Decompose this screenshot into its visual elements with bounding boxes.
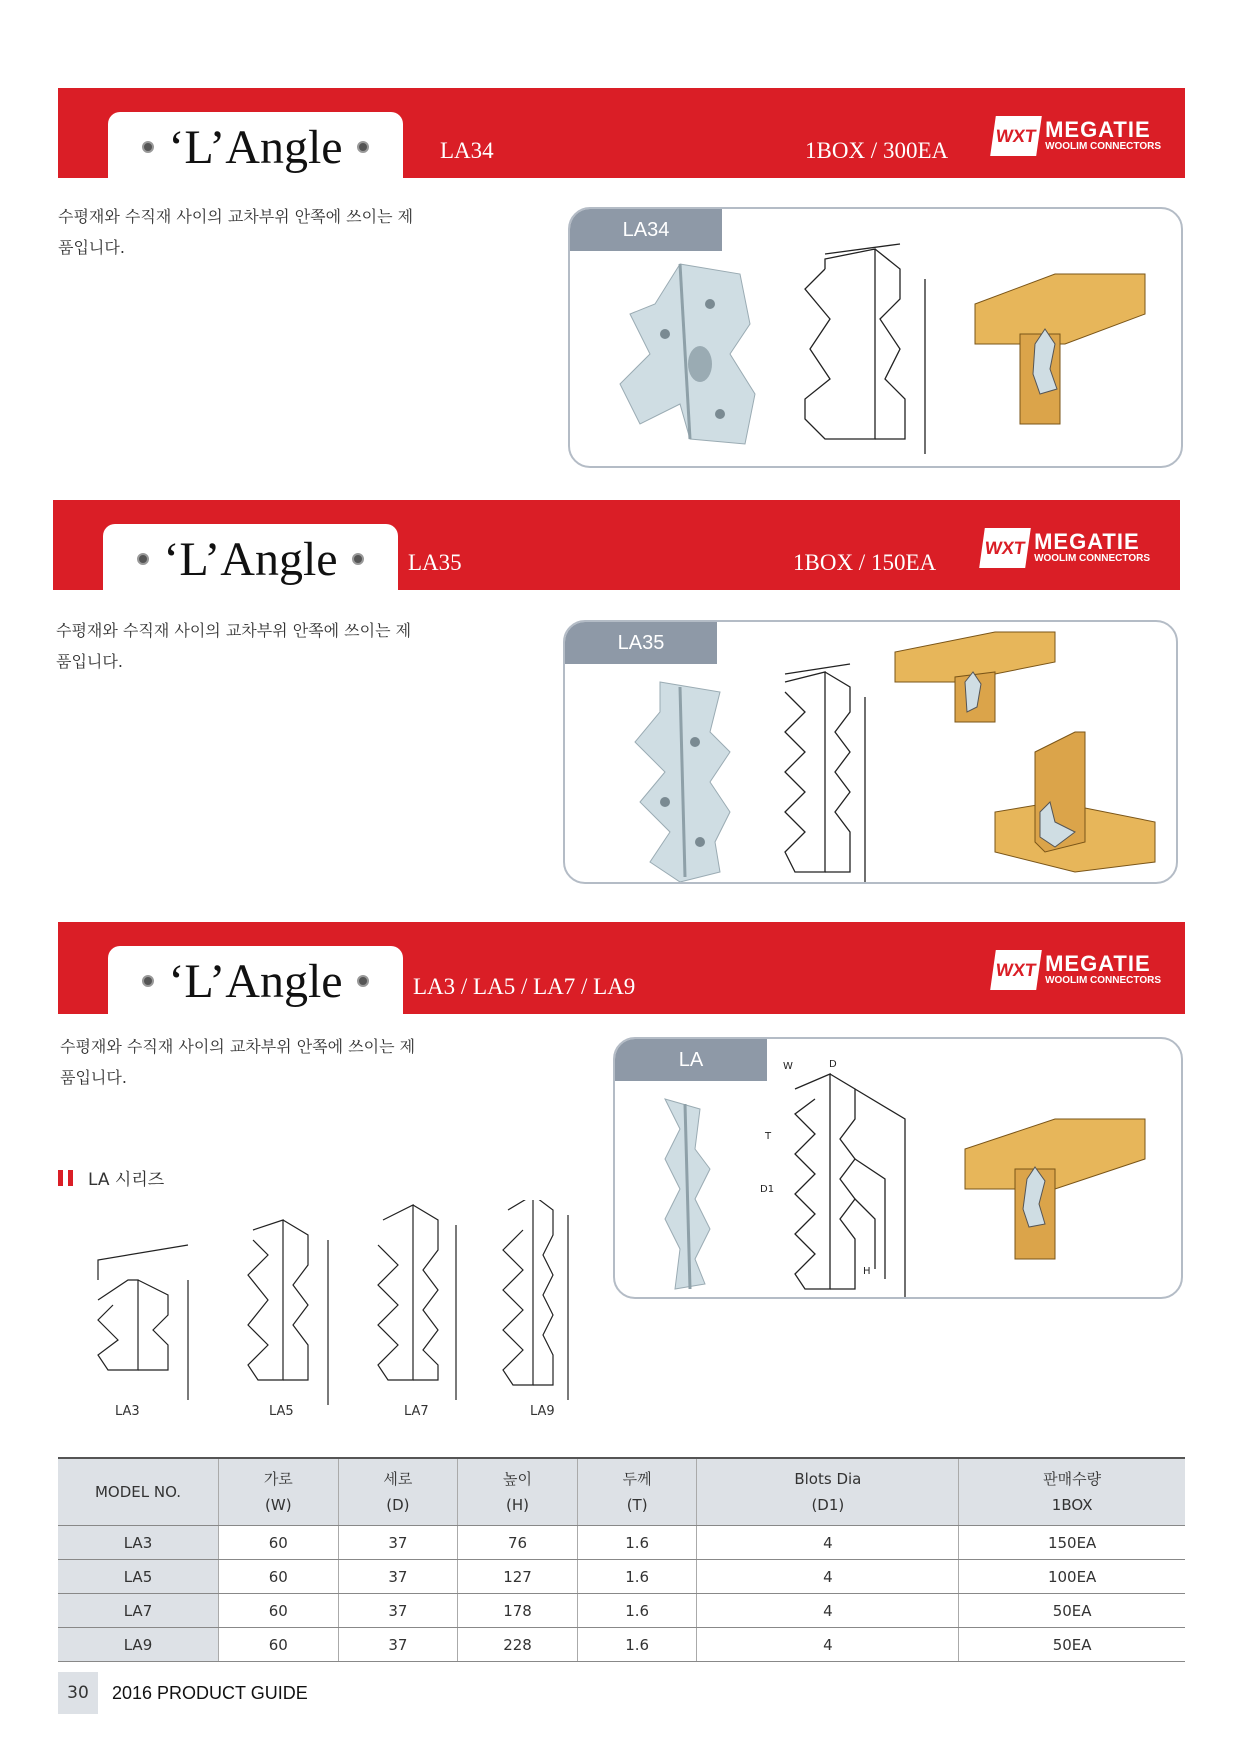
bullet-dot-icon bbox=[357, 141, 369, 153]
megatie-logo bbox=[993, 950, 1161, 990]
logo-subtitle: WOOLIM CONNECTORS bbox=[1045, 141, 1161, 152]
drawing-label-la7: LA7 bbox=[404, 1404, 429, 1419]
table-header-row bbox=[58, 1458, 1185, 1526]
depth-label: D bbox=[829, 1059, 837, 1070]
la3-drawing bbox=[98, 1245, 188, 1400]
cell-bolt-dia: 4 bbox=[697, 1594, 959, 1628]
megatie-logo bbox=[993, 116, 1161, 156]
footer-title: 2016 PRODUCT GUIDE bbox=[112, 1682, 308, 1703]
wood-joint-illustration bbox=[895, 632, 1055, 722]
bullet-dot-icon bbox=[142, 975, 154, 987]
cell-model: LA5 bbox=[58, 1560, 219, 1594]
cell-quantity: 50EA bbox=[959, 1594, 1185, 1628]
thickness-label: T bbox=[765, 1131, 772, 1142]
cell-width: 60 bbox=[219, 1594, 339, 1628]
bracket-photo bbox=[635, 682, 730, 882]
section-banner-la35 bbox=[53, 500, 1180, 590]
section-title: ‘L’Angle bbox=[168, 120, 343, 174]
product-panel-la bbox=[613, 1037, 1183, 1299]
model-name: LA34 bbox=[440, 138, 494, 163]
header-thickness: 두께 (T) bbox=[577, 1458, 697, 1526]
header-width: 가로 (W) bbox=[219, 1458, 339, 1526]
page-number: 30 bbox=[58, 1672, 98, 1714]
cell-bolt-dia: 4 bbox=[697, 1526, 959, 1560]
cell-width: 60 bbox=[219, 1628, 339, 1662]
la9-drawing bbox=[503, 1200, 568, 1400]
section-description: 수평재와 수직재 사이의 교차부위 안쪽에 쓰이는 제품입니다. bbox=[56, 621, 412, 671]
bracket-photo bbox=[620, 264, 755, 444]
series-heading bbox=[58, 1165, 164, 1190]
bracket-drawing bbox=[805, 244, 925, 454]
header-bolt-dia: Blots Dia (D1) bbox=[697, 1458, 959, 1526]
table-row bbox=[58, 1526, 1185, 1560]
section-title-tab bbox=[103, 524, 398, 594]
cell-height: 228 bbox=[458, 1628, 578, 1662]
la34-illustrations bbox=[570, 209, 1181, 466]
la7-drawing bbox=[378, 1205, 456, 1400]
megatie-logo bbox=[982, 528, 1150, 568]
height-label: H bbox=[863, 1266, 871, 1277]
la35-illustrations bbox=[565, 622, 1176, 882]
box-quantity: 1BOX / 150EA bbox=[793, 550, 937, 575]
logo-brand: MEGATIE bbox=[1045, 951, 1151, 976]
bullet-dot-icon bbox=[142, 141, 154, 153]
model-name: LA35 bbox=[408, 550, 462, 575]
model-name: LA3 / LA5 / LA7 / LA9 bbox=[413, 974, 636, 999]
cell-height: 127 bbox=[458, 1560, 578, 1594]
cell-quantity: 100EA bbox=[959, 1560, 1185, 1594]
product-panel-la34 bbox=[568, 207, 1183, 468]
product-panel-la35 bbox=[563, 620, 1178, 884]
cell-depth: 37 bbox=[338, 1594, 458, 1628]
cell-depth: 37 bbox=[338, 1628, 458, 1662]
bullet-dot-icon bbox=[352, 553, 364, 565]
table-row bbox=[58, 1628, 1185, 1662]
cell-thickness: 1.6 bbox=[577, 1526, 697, 1560]
panel-tab-label: LA34 bbox=[570, 209, 722, 251]
header-height: 높이 (H) bbox=[458, 1458, 578, 1526]
logo-mark-icon: WXT bbox=[979, 528, 1031, 568]
bracket-drawing bbox=[785, 664, 865, 882]
cell-thickness: 1.6 bbox=[577, 1560, 697, 1594]
dimension-drawing bbox=[760, 1059, 905, 1297]
drawing-label-la9: LA9 bbox=[530, 1404, 555, 1419]
cell-bolt-dia: 4 bbox=[697, 1628, 959, 1662]
bracket-photo bbox=[665, 1099, 710, 1289]
logo-subtitle: WOOLIM CONNECTORS bbox=[1034, 553, 1150, 564]
section-title: ‘L’Angle bbox=[163, 532, 338, 586]
series-label: LA 시리즈 bbox=[88, 1170, 165, 1190]
section-title: ‘L’Angle bbox=[168, 954, 343, 1008]
logo-mark-icon: WXT bbox=[990, 950, 1042, 990]
bolt-dia-label: D1 bbox=[760, 1184, 775, 1195]
checker-bullet-icon bbox=[58, 1170, 78, 1186]
section-title-tab bbox=[108, 946, 403, 1016]
drawing-label-la3: LA3 bbox=[115, 1404, 140, 1419]
la-series-drawings bbox=[58, 1200, 598, 1430]
header-quantity: 판매수량 1BOX bbox=[959, 1458, 1185, 1526]
logo-mark-icon: WXT bbox=[990, 116, 1042, 156]
logo-brand: MEGATIE bbox=[1034, 529, 1140, 554]
bullet-dot-icon bbox=[137, 553, 149, 565]
la5-drawing bbox=[248, 1220, 328, 1405]
la-illustrations bbox=[615, 1039, 1181, 1297]
box-quantity: 1BOX / 300EA bbox=[805, 138, 949, 163]
cell-thickness: 1.6 bbox=[577, 1628, 697, 1662]
cell-model: LA9 bbox=[58, 1628, 219, 1662]
cell-depth: 37 bbox=[338, 1526, 458, 1560]
wood-joint-illustration bbox=[965, 1119, 1145, 1259]
logo-brand: MEGATIE bbox=[1045, 117, 1151, 142]
cell-bolt-dia: 4 bbox=[697, 1560, 959, 1594]
cell-quantity: 150EA bbox=[959, 1526, 1185, 1560]
section-title-tab bbox=[108, 112, 403, 182]
table-row bbox=[58, 1560, 1185, 1594]
cell-model: LA7 bbox=[58, 1594, 219, 1628]
cell-quantity: 50EA bbox=[959, 1628, 1185, 1662]
cell-model: LA3 bbox=[58, 1526, 219, 1560]
header-model: MODEL NO. bbox=[58, 1458, 219, 1526]
wood-joint-illustration bbox=[975, 274, 1145, 424]
bullet-dot-icon bbox=[357, 975, 369, 987]
drawing-label-la5: LA5 bbox=[269, 1404, 294, 1419]
page-footer bbox=[58, 1672, 308, 1714]
panel-tab-label: LA35 bbox=[565, 622, 717, 664]
section-description: 수평재와 수직재 사이의 교차부위 안쪽에 쓰이는 제품입니다. bbox=[60, 1037, 416, 1087]
section-banner-la-series bbox=[58, 922, 1185, 1014]
header-depth: 세로 (D) bbox=[338, 1458, 458, 1526]
table-row bbox=[58, 1594, 1185, 1628]
cell-thickness: 1.6 bbox=[577, 1594, 697, 1628]
cell-depth: 37 bbox=[338, 1560, 458, 1594]
width-label: W bbox=[783, 1061, 793, 1072]
cell-height: 178 bbox=[458, 1594, 578, 1628]
section-description: 수평재와 수직재 사이의 교차부위 안쪽에 쓰이는 제품입니다. bbox=[58, 207, 414, 257]
cell-width: 60 bbox=[219, 1526, 339, 1560]
wood-joint-illustration-2 bbox=[995, 732, 1155, 872]
panel-tab-label: LA bbox=[615, 1039, 767, 1081]
section-banner-la34 bbox=[58, 88, 1185, 178]
cell-height: 76 bbox=[458, 1526, 578, 1560]
logo-subtitle: WOOLIM CONNECTORS bbox=[1045, 975, 1161, 986]
spec-table bbox=[58, 1457, 1185, 1662]
cell-width: 60 bbox=[219, 1560, 339, 1594]
